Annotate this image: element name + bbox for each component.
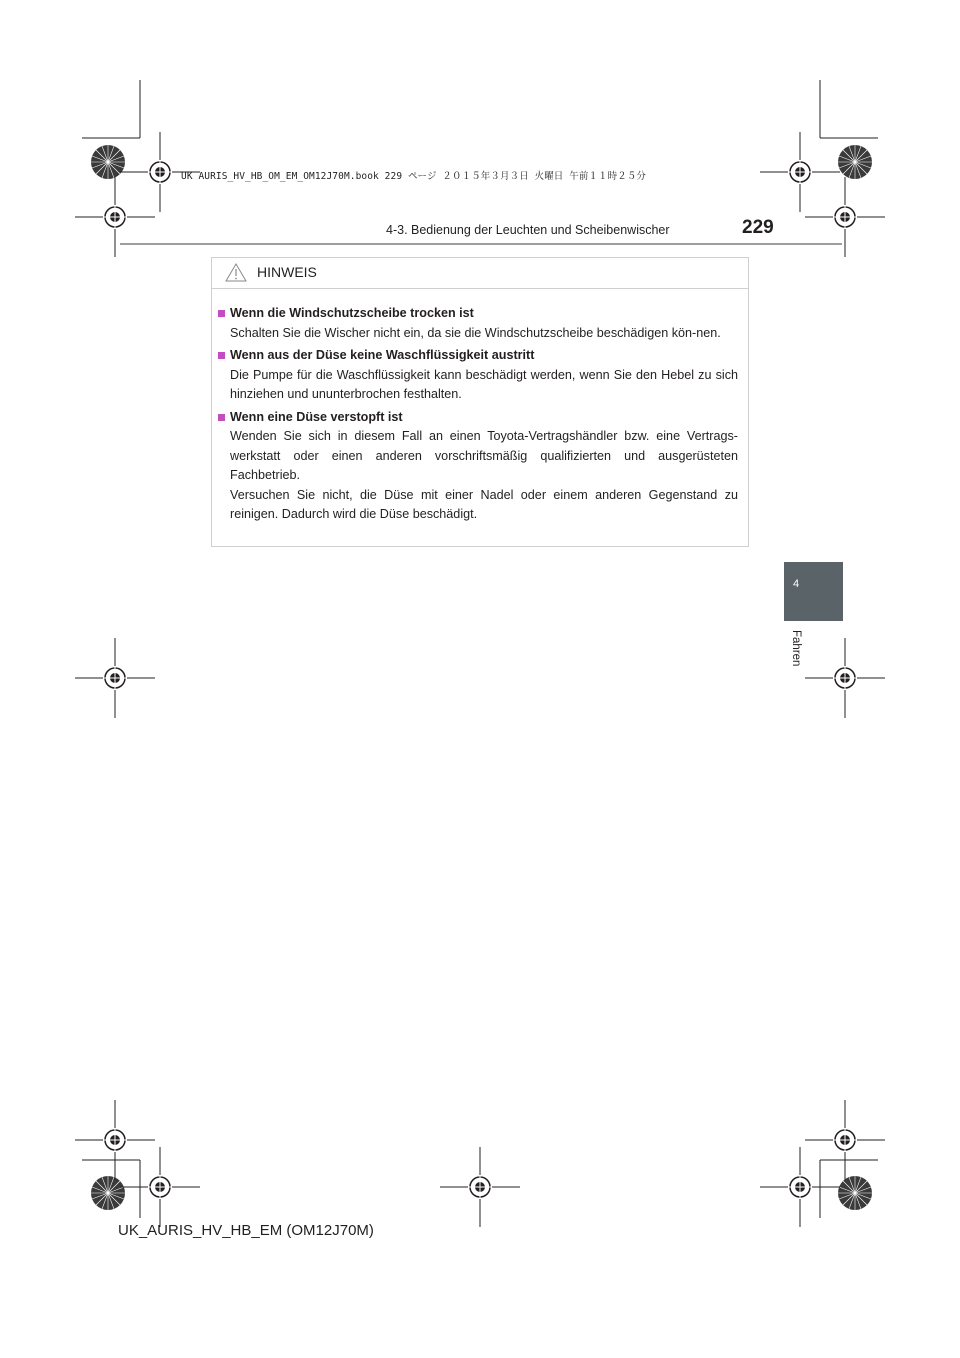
notice-box [211,257,749,547]
running-head: 4-3. Bedienung der Leuchten und Scheibenwischer [386,223,670,237]
square-bullet-icon [218,352,225,359]
notice-title: HINWEIS [257,264,317,280]
notice-item-text [218,324,738,344]
square-bullet-icon [218,414,225,421]
book-info-line: UK AURIS_HV_HB_OM_EM_OM12J70M.book 229 ページ ２０１５年３月３日 火曜日 午前１１時２５分 [181,171,647,182]
page-number: 229 [742,217,774,238]
chapter-tab-number: 4 [792,578,800,590]
notice-paragraph: Wenden Sie sich in diesem Fall an einen Toyota-Vertragshändler bzw. eine Vertrags-werkstatt oder einen anderen vorschriftsmäßig qualifizierten und ausgerüsteten Fachbetrieb. [230,429,738,482]
chapter-tab-label: Fahren [790,630,802,667]
notice-item-heading: Wenn eine Düse verstopft ist [218,408,738,428]
notice-item-text [218,366,738,405]
notice-paragraph: Die Pumpe für die Waschflüssigkeit kann beschädigt werden, wenn Sie den Hebel zu sich hinziehen und ununterbrochen festhalten. [230,367,738,401]
notice-item-heading: Wenn aus der Düse keine Waschflüssigkeit austritt [218,346,738,366]
notice-header [212,258,748,289]
footer-code: UK_AURIS_HV_HB_EM (OM12J70M) [118,1222,374,1239]
notice-item-text [218,427,738,525]
notice-paragraph: Versuchen Sie nicht, die Düse mit einer Nadel oder einem anderen Gegenstand zu reinigen. Dadurch wird die Düse beschädigt. [230,487,738,521]
notice-item-heading: Wenn die Windschutzscheibe trocken ist [218,304,738,324]
warning-triangle-icon [225,263,247,287]
header-rule [120,243,842,245]
square-bullet-icon [218,310,225,317]
notice-body [212,289,748,525]
notice-paragraph: Schalten Sie die Wischer nicht ein, da sie die Windschutzscheibe beschädigen kön-nen. [230,325,721,340]
chapter-tab [784,562,843,621]
